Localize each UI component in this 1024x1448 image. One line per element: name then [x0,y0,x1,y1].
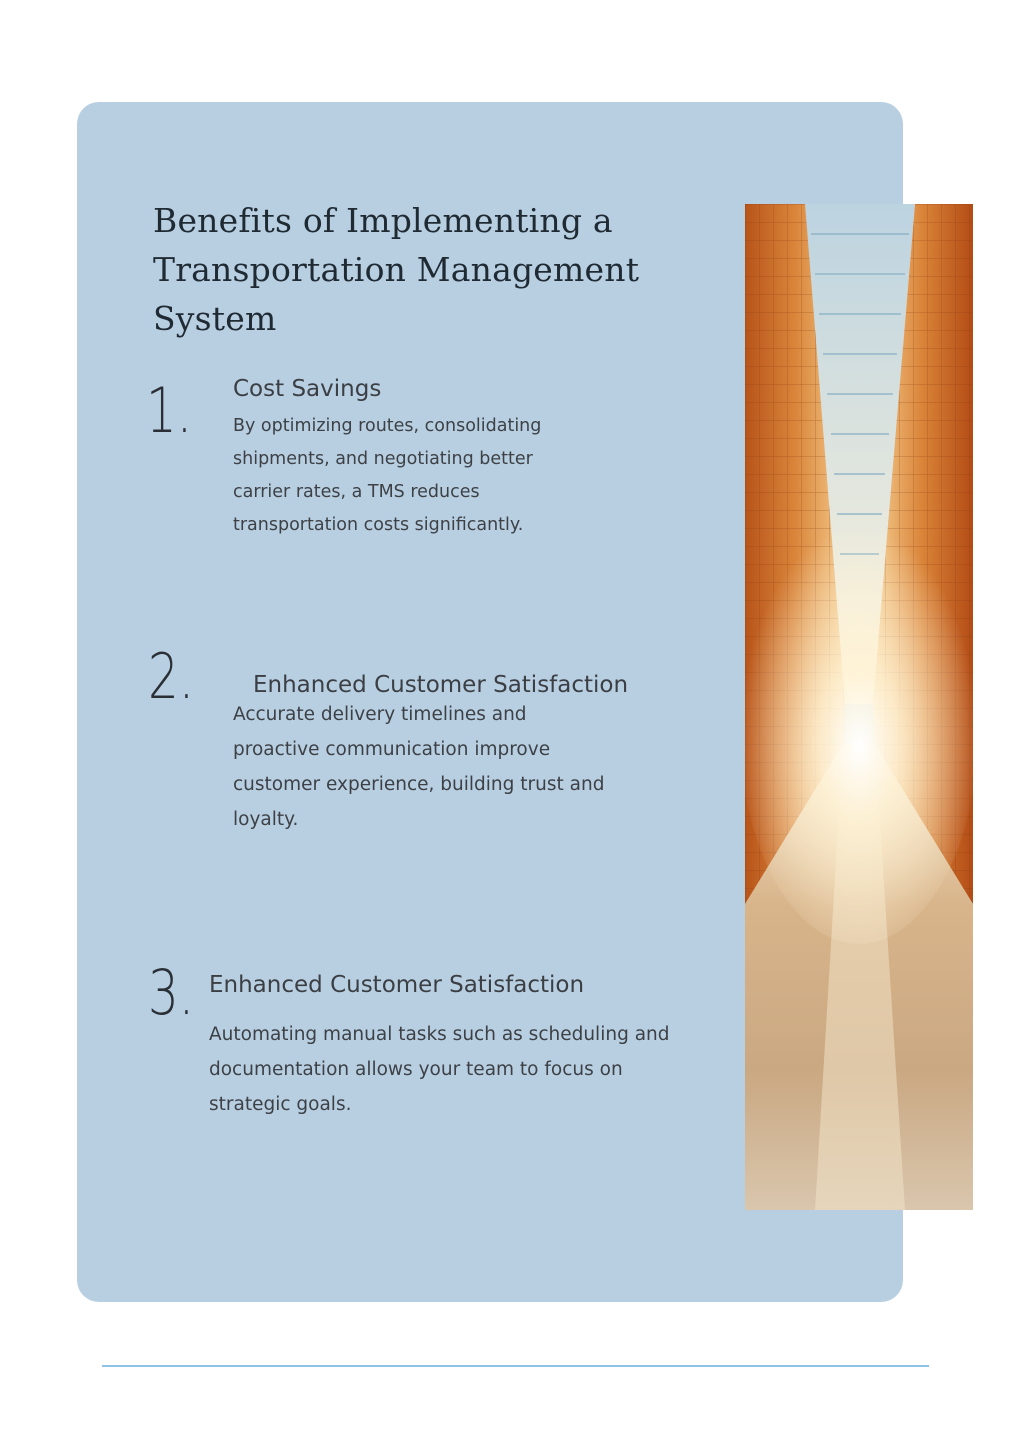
page-title: Benefits of Implementing a Transportation Management System [153,201,640,338]
item-heading-3: Enhanced Customer Satisfaction [209,972,585,998]
item-body-3: Automating manual tasks such as scheduling and documentation allows your team to focus on strategic goals. [209,1024,670,1115]
item-heading-2: Enhanced Customer Satisfaction [253,672,629,698]
footer-rule [102,1365,929,1367]
item-number-1: 1. [146,374,193,447]
item-heading-1: Cost Savings [233,376,382,402]
warehouse-aisle-photo [745,204,973,1210]
item-body-1: By optimizing routes, consolidating shipments, and negotiating better carrier rates, a TMS reduces transportation costs significantly. [233,416,542,535]
item-number-3: 3. [148,956,195,1029]
item-number-2: 2. [148,640,195,713]
item-body-2: Accurate delivery timelines and proactive communication improve customer experience, building trust and loyalty. [233,704,605,830]
